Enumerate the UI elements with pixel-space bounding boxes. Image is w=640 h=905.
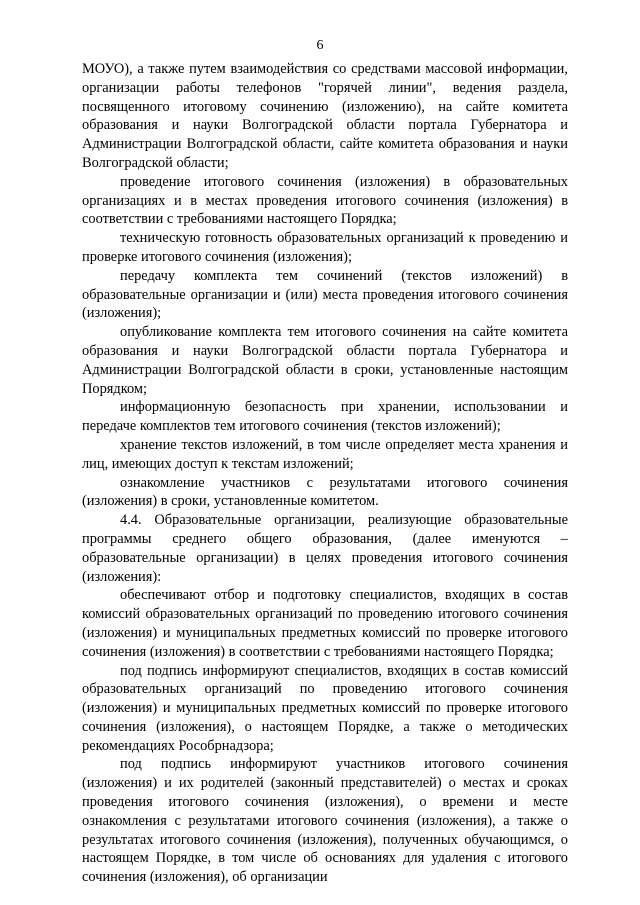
paragraph-7: хранение текстов изложений, в том числе определяет места хранения и лиц, имеющих доступ к текстам изложений; xyxy=(82,436,568,472)
paragraph-5: опубликование комплекта тем итогового сочинения на сайте комитета образования и науки Волгоградской области портала Губернатора и Администрации Волгоградской области в сроки, установленные настоящим Порядком; xyxy=(82,324,568,397)
page-number: 6 xyxy=(316,38,324,53)
paragraph-3: техническую готовность образовательных организаций к проведению и проверке итогового сочинения (изложения); xyxy=(82,230,568,265)
paragraph-11: под подпись информируют специалистов, входящих в состав комиссий образовательных организаций по проведению итогового сочинения (изложения) и муниципальных предметных комиссий по проверке итогового сочинения (изложения), о настоящем Порядке, а также о методических рекомендациях Рособрнадзора; xyxy=(82,662,568,754)
paragraph-2: проведение итогового сочинения (изложения) в образовательных организациях и в местах проведения итогового сочинения (изложения) в соответствии с требованиями настоящего Порядка; xyxy=(82,173,568,228)
paragraph-1: МОУО), а также путем взаимодействия со средствами массовой информации, организации работы телефонов "горячей линии", ведения раздела, посвященного итоговому сочинению (изложению), на сайте комитета образования и науки Волгоградской области портала Губернатора и Администрации Волгоградской области, сайте комитета образования и науки Волгоградской области; xyxy=(82,61,568,171)
body-text xyxy=(82,60,568,887)
paragraph-4: передачу комплекта тем сочинений (текстов изложений) в образовательные организации и (или) места проведения итогового сочинения (изложения); xyxy=(82,267,568,322)
paragraph-8: ознакомление участников с результатами итогового сочинения (изложения) в сроки, установленные комитетом. xyxy=(82,474,568,510)
paragraph-10: обеспечивают отбор и подготовку специалистов, входящих в состав комиссий образовательных организаций по проведению итогового сочинения (изложения) и муниципальных предметных комиссий по проверке итогового сочинения (изложения) в соответствии с требованиями настоящего Порядка; xyxy=(82,587,568,660)
section-4-4-heading-paragraph: 4.4. Образовательные организации, реализующие образовательные программы среднего общего образования, (далее именуются – образовательные организации) в целях проведения итогового сочинения (изложения): xyxy=(82,512,568,585)
paragraph-12: под подпись информируют участников итогового сочинения (изложения) и их родителей (законный представителей) о местах и сроках проведения итогового сочинения (изложения), о времени и месте ознакомления с результатами итогового сочинения (изложения), а также о результатах итогового сочинения (изложения), полученных обучающимся, о настоящем Порядке, в том числе об основаниях для удаления с итогового сочинения (изложения), об организации xyxy=(82,756,568,886)
paragraph-6: информационную безопасность при хранении, использовании и передаче комплектов тем итогового сочинения (текстов изложений); xyxy=(82,399,568,435)
